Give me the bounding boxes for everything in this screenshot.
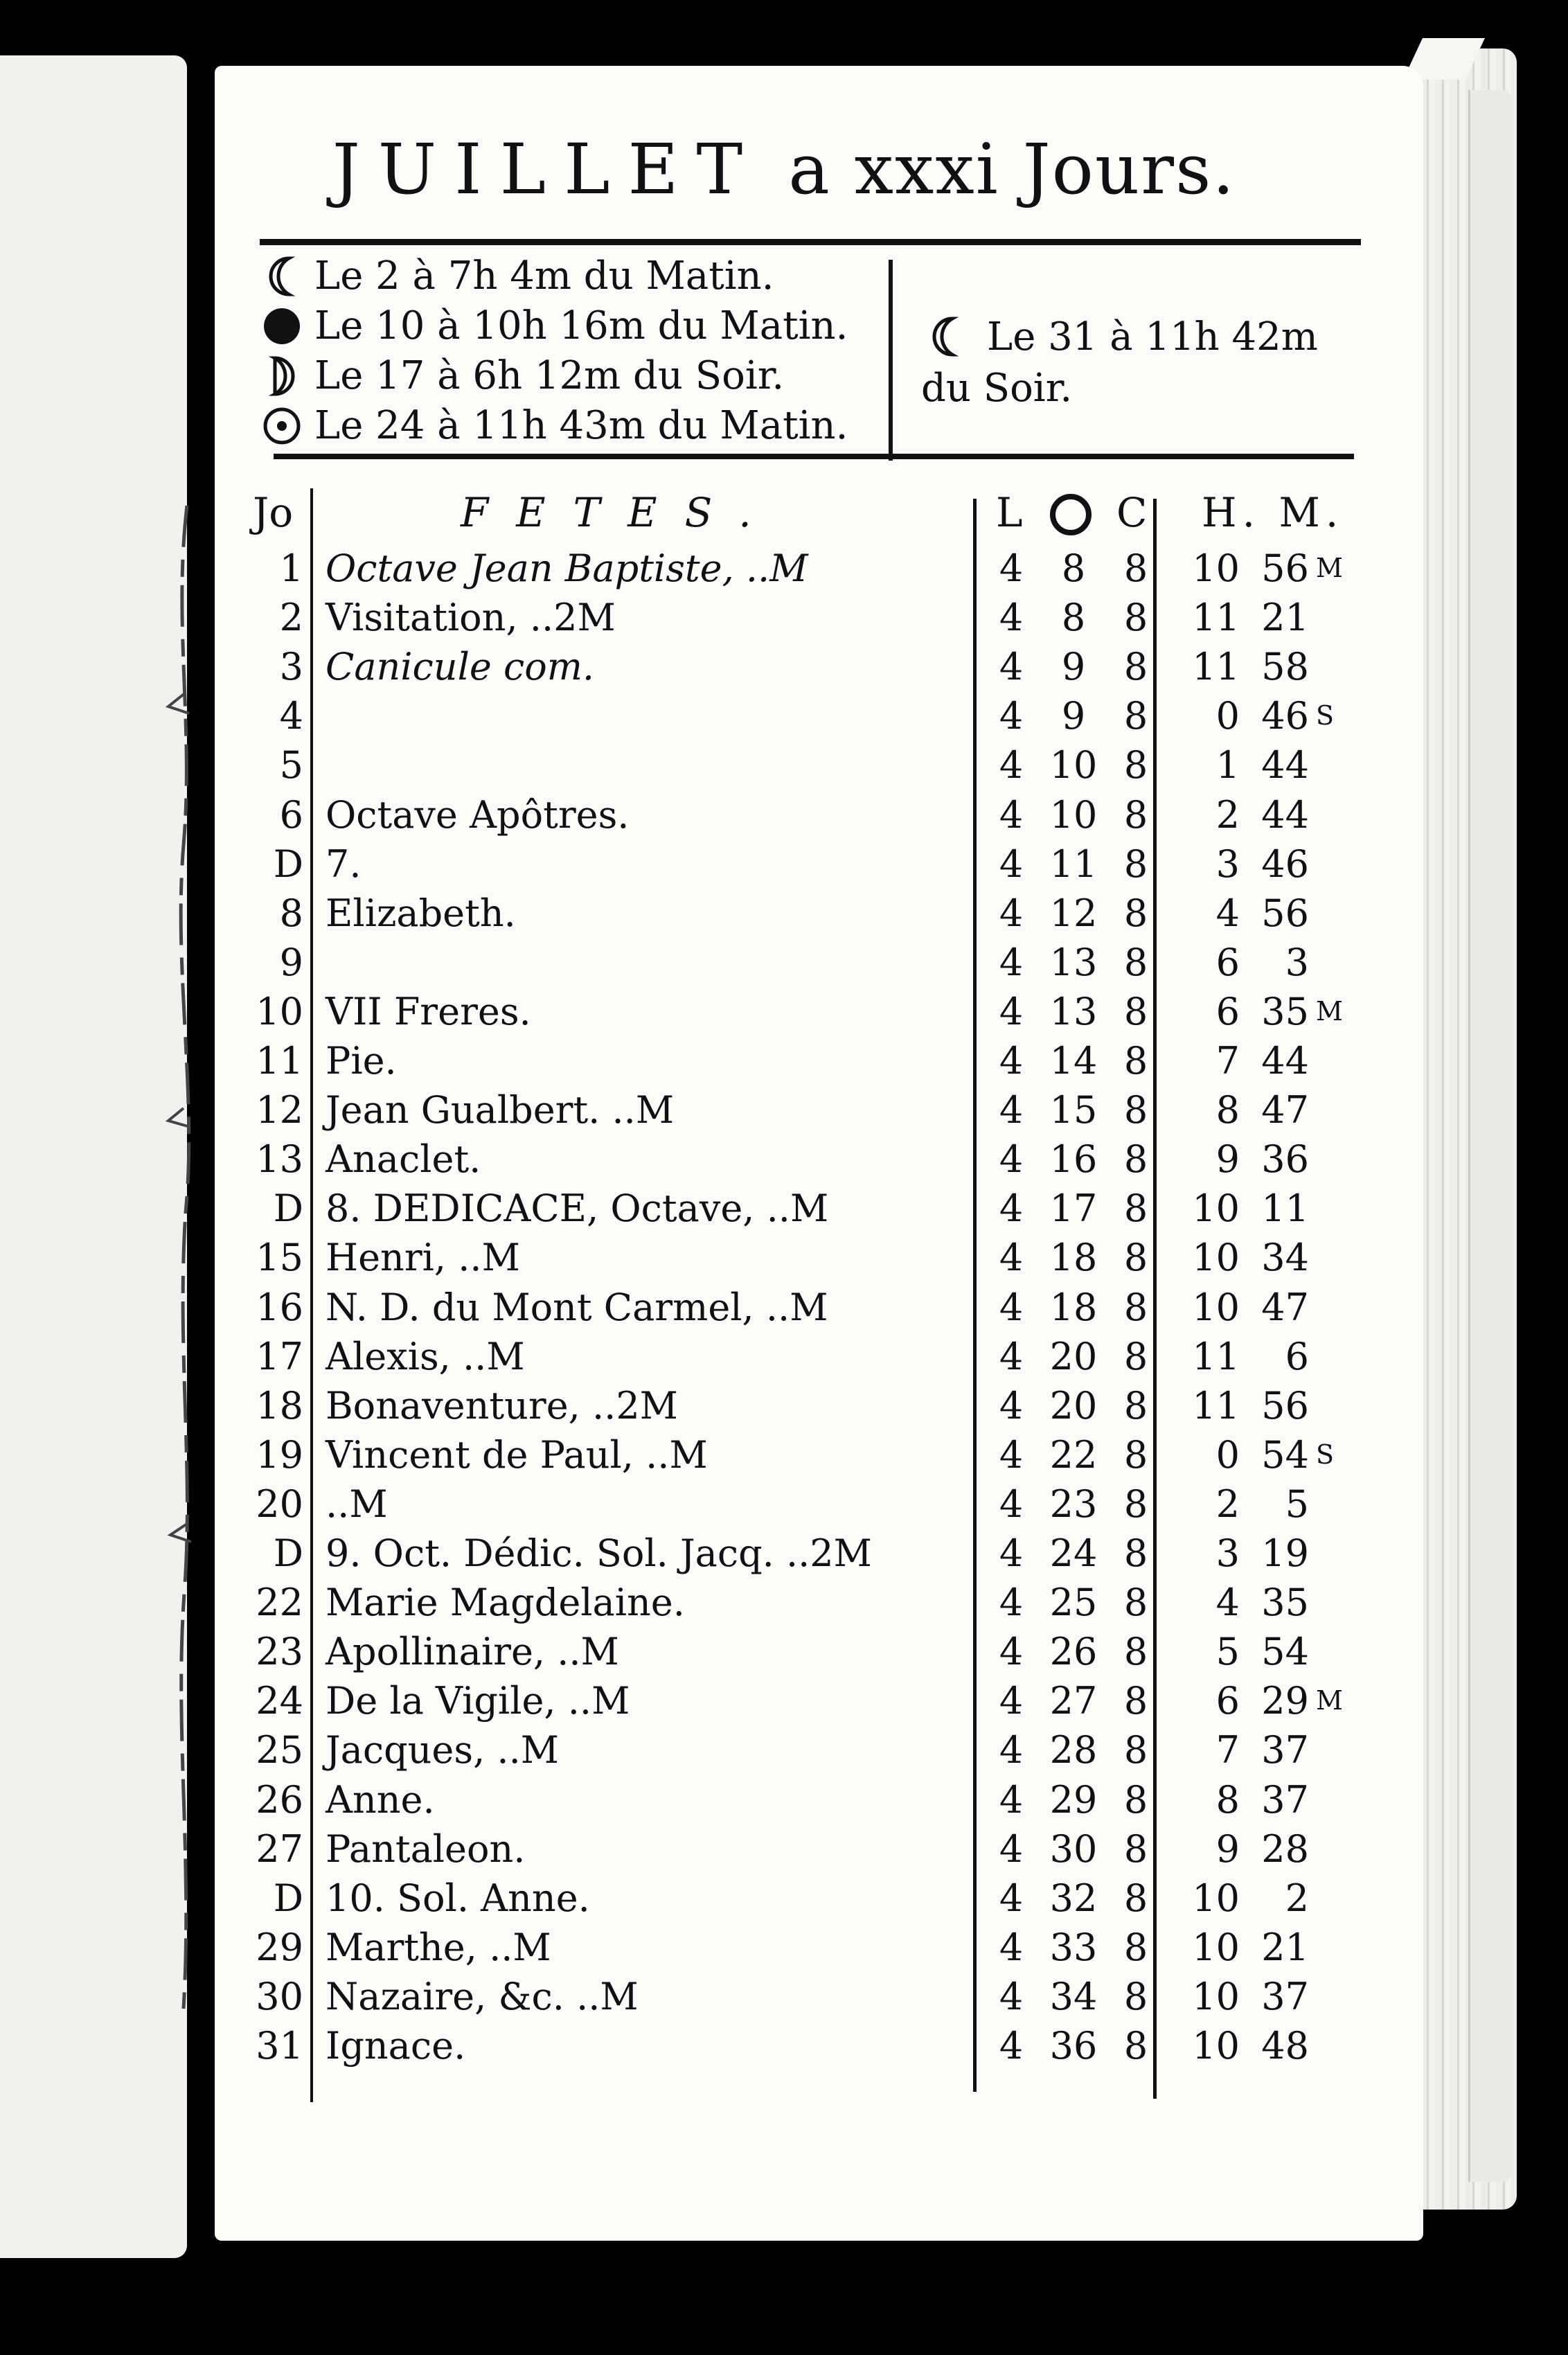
day-number: 4 (279, 694, 303, 738)
lunar-l: 4 (999, 743, 1024, 788)
feast-name: 9. Oct. Dédic. Sol. Jacq. ..2M (326, 1531, 872, 1575)
lunar-c: 8 (1123, 645, 1148, 689)
table-row (0, 740, 1568, 790)
lunar-c: 8 (1123, 842, 1148, 886)
sun-value: 18 (1049, 1236, 1098, 1280)
day-number: 11 (256, 1039, 303, 1083)
hour-value: 10 (1192, 1236, 1240, 1280)
table-row (0, 544, 1568, 593)
sun-value: 30 (1049, 1827, 1098, 1871)
period-marker: M (1316, 1685, 1343, 1716)
lunar-c: 8 (1123, 1039, 1148, 1083)
hour-value: 6 (1215, 1679, 1240, 1723)
hour-value: 7 (1215, 1039, 1240, 1083)
table-row (0, 593, 1568, 642)
lunar-c: 8 (1123, 694, 1148, 738)
sun-value: 15 (1049, 1088, 1098, 1132)
minute-value: 11 (1261, 1187, 1309, 1231)
table-row (0, 691, 1568, 740)
sun-value: 23 (1049, 1482, 1098, 1526)
period-marker: M (1316, 995, 1343, 1027)
sun-value: 8 (1061, 546, 1086, 590)
sun-value: 8 (1061, 596, 1086, 640)
day-number: 10 (256, 989, 303, 1033)
feast-name: Pie. (326, 1039, 397, 1083)
table-row (0, 839, 1568, 889)
sun-value: 34 (1049, 1974, 1098, 2018)
feast-name: Anne. (326, 1777, 435, 1822)
table-row (0, 790, 1568, 839)
day-number: 8 (279, 891, 303, 935)
hour-value: 10 (1192, 1876, 1240, 1920)
table-row (0, 1824, 1568, 1874)
sun-value: 26 (1049, 1630, 1098, 1674)
hour-value: 3 (1215, 1531, 1240, 1575)
sun-value: 27 (1049, 1679, 1098, 1723)
feast-name: Marthe, ..M (326, 1925, 551, 1969)
lunar-l: 4 (999, 940, 1024, 984)
minute-value: 58 (1261, 645, 1309, 689)
lunar-l: 4 (999, 1974, 1024, 2018)
lunar-l: 4 (999, 1728, 1024, 1772)
feast-name: N. D. du Mont Carmel, ..M (326, 1285, 828, 1329)
lunar-c: 8 (1123, 1777, 1148, 1822)
table-row (0, 1529, 1568, 1578)
hour-value: 8 (1215, 1777, 1240, 1822)
minute-value: 56 (1261, 1383, 1309, 1428)
day-number: 19 (256, 1432, 303, 1477)
lunar-l: 4 (999, 1827, 1024, 1871)
hour-value: 4 (1215, 1581, 1240, 1625)
minute-value: 47 (1261, 1088, 1309, 1132)
lunar-c: 8 (1123, 1285, 1148, 1329)
feast-name: Jean Gualbert. ..M (326, 1088, 675, 1132)
sun-value: 9 (1061, 645, 1086, 689)
hour-value: 10 (1192, 546, 1240, 590)
minute-value: 2 (1285, 1876, 1309, 1920)
minute-value: 37 (1261, 1974, 1309, 2018)
sun-value: 13 (1049, 989, 1098, 1033)
table-row (0, 2021, 1568, 2070)
table-row (0, 1381, 1568, 1430)
hour-value: 10 (1192, 2024, 1240, 2068)
minute-value: 56 (1261, 546, 1309, 590)
day-number: 13 (256, 1137, 303, 1182)
day-number: 30 (256, 1974, 303, 2018)
lunar-c: 8 (1123, 1432, 1148, 1477)
month-days: a xxxi Jours. (788, 129, 1236, 210)
minute-value: 35 (1261, 989, 1309, 1033)
page-title (0, 129, 1568, 210)
day-number: D (273, 1187, 303, 1231)
hour-value: 9 (1215, 1137, 1240, 1182)
table-row (0, 1085, 1568, 1135)
day-number: 29 (256, 1925, 303, 1969)
hour-value: 6 (1215, 940, 1240, 984)
minute-value: 44 (1261, 792, 1309, 837)
minute-value: 6 (1285, 1334, 1309, 1378)
lunar-c: 8 (1123, 1236, 1148, 1280)
table-row (0, 987, 1568, 1036)
table-row (0, 1332, 1568, 1381)
feast-name: Canicule com. (326, 645, 595, 689)
minute-value: 34 (1261, 1236, 1309, 1280)
minute-value: 37 (1261, 1728, 1309, 1772)
header-c: C (1116, 489, 1148, 536)
feast-name: Visitation, ..2M (326, 596, 616, 640)
sun-value: 9 (1061, 694, 1086, 738)
feast-name: Ignace. (326, 2024, 466, 2068)
day-number: 5 (279, 743, 303, 788)
day-number: 12 (256, 1088, 303, 1132)
day-number: 17 (256, 1334, 303, 1378)
feast-name: Jacques, ..M (326, 1728, 560, 1772)
lunar-c: 8 (1123, 1137, 1148, 1182)
minute-value: 47 (1261, 1285, 1309, 1329)
hour-value: 8 (1215, 1088, 1240, 1132)
hour-value: 5 (1215, 1630, 1240, 1674)
lunar-l: 4 (999, 1482, 1024, 1526)
day-number: 25 (256, 1728, 303, 1772)
sun-value: 29 (1049, 1777, 1098, 1822)
feast-name: 8. DEDICACE, Octave, ..M (326, 1187, 829, 1231)
minute-value: 54 (1261, 1432, 1309, 1477)
minute-value: 44 (1261, 743, 1309, 788)
feast-name: Henri, ..M (326, 1236, 520, 1280)
lunar-l: 4 (999, 694, 1024, 738)
hour-value: 1 (1215, 743, 1240, 788)
lunar-l: 4 (999, 1236, 1024, 1280)
feast-name: Apollinaire, ..M (326, 1630, 619, 1674)
lunar-l: 4 (999, 1630, 1024, 1674)
sun-value: 28 (1049, 1728, 1098, 1772)
hour-value: 11 (1192, 1334, 1240, 1378)
lunar-c: 8 (1123, 546, 1148, 590)
day-number: D (273, 1876, 303, 1920)
hour-value: 11 (1192, 645, 1240, 689)
lunar-c: 8 (1123, 1334, 1148, 1378)
minute-value: 21 (1261, 1925, 1309, 1969)
moon-phase-text-cont: du Soir. (921, 366, 1073, 411)
hour-value: 2 (1215, 792, 1240, 837)
lunar-l: 4 (999, 546, 1024, 590)
feast-name: ..M (326, 1482, 388, 1526)
full-moon-icon (258, 401, 306, 451)
sun-value: 33 (1049, 1925, 1098, 1969)
table-row (0, 1479, 1568, 1529)
last-quarter-moon-icon (921, 312, 970, 362)
phases-divider (889, 260, 893, 461)
lunar-l: 4 (999, 1285, 1024, 1329)
table-row (0, 1430, 1568, 1479)
lunar-c: 8 (1123, 891, 1148, 935)
feast-name: Vincent de Paul, ..M (326, 1432, 708, 1477)
lunar-c: 8 (1123, 792, 1148, 837)
minute-value: 3 (1285, 940, 1309, 984)
lunar-l: 4 (999, 2024, 1024, 2068)
minute-value: 35 (1261, 1581, 1309, 1625)
day-number: 27 (256, 1827, 303, 1871)
lunar-l: 4 (999, 891, 1024, 935)
sun-value: 24 (1049, 1531, 1098, 1575)
lunar-l: 4 (999, 1187, 1024, 1231)
lunar-c: 8 (1123, 1679, 1148, 1723)
minute-value: 37 (1261, 1777, 1309, 1822)
moon-phase-text: Le 17 à 6h 12m du Soir. (314, 353, 785, 398)
hour-value: 10 (1192, 1187, 1240, 1231)
day-number: 18 (256, 1383, 303, 1428)
table-row (0, 1923, 1568, 1972)
sun-value: 17 (1049, 1187, 1098, 1231)
lunar-l: 4 (999, 596, 1024, 640)
table-row (0, 1036, 1568, 1085)
day-number: 1 (279, 546, 303, 590)
handwritten-margin-note (145, 485, 229, 2078)
lunar-l: 4 (999, 1334, 1024, 1378)
table-row (0, 889, 1568, 938)
minute-value: 54 (1261, 1630, 1309, 1674)
minute-value: 36 (1261, 1137, 1309, 1182)
hour-value: 11 (1192, 596, 1240, 640)
minute-value: 46 (1261, 694, 1309, 738)
feast-name: Nazaire, &c. ..M (326, 1974, 639, 2018)
first-quarter-moon-icon (258, 351, 306, 401)
moon-phase-text: Le 2 à 7h 4m du Matin. (314, 254, 774, 299)
lunar-c: 8 (1123, 1630, 1148, 1674)
lunar-l: 4 (999, 1039, 1024, 1083)
lunar-l: 4 (999, 1876, 1024, 1920)
sun-value: 18 (1049, 1285, 1098, 1329)
lunar-l: 4 (999, 1383, 1024, 1428)
lunar-l: 4 (999, 1531, 1024, 1575)
day-number: 2 (279, 596, 303, 640)
moon-phase-text: Le 31 à 11h 42m (987, 314, 1318, 359)
hour-value: 6 (1215, 989, 1240, 1033)
minute-value: 21 (1261, 596, 1309, 640)
minute-value: 28 (1261, 1827, 1309, 1871)
sun-value: 36 (1049, 2024, 1098, 2068)
lunar-c: 8 (1123, 940, 1148, 984)
lunar-l: 4 (999, 1581, 1024, 1625)
lunar-c: 8 (1123, 1482, 1148, 1526)
sun-value: 32 (1049, 1876, 1098, 1920)
day-number: 16 (256, 1285, 303, 1329)
feast-name: 10. Sol. Anne. (326, 1876, 590, 1920)
lunar-c: 8 (1123, 1088, 1148, 1132)
feast-name: Marie Magdelaine. (326, 1581, 685, 1625)
hour-value: 3 (1215, 842, 1240, 886)
day-number: 22 (256, 1581, 303, 1625)
minute-value: 56 (1261, 891, 1309, 935)
table-row (0, 938, 1568, 987)
header-sun-icon (1049, 493, 1092, 550)
sun-value: 13 (1049, 940, 1098, 984)
sun-value: 20 (1049, 1334, 1098, 1378)
sun-value: 16 (1049, 1137, 1098, 1182)
lunar-c: 8 (1123, 1187, 1148, 1231)
lunar-c: 8 (1123, 1383, 1148, 1428)
lunar-c: 8 (1123, 1925, 1148, 1969)
lunar-c: 8 (1123, 1876, 1148, 1920)
feast-name: Octave Jean Baptiste, ..M (326, 546, 808, 590)
feast-name: Alexis, ..M (326, 1334, 525, 1378)
table-row (0, 1725, 1568, 1775)
feast-name: 7. (326, 842, 362, 886)
table-row (0, 1775, 1568, 1824)
feast-name: Anaclet. (326, 1137, 481, 1182)
period-marker: M (1316, 553, 1343, 583)
minute-value: 48 (1261, 2024, 1309, 2068)
table-row (0, 1676, 1568, 1725)
day-number: 3 (279, 645, 303, 689)
table-row (0, 1874, 1568, 1923)
header-day: Jo (253, 489, 294, 536)
lunar-c: 8 (1123, 1974, 1148, 2018)
day-number: D (273, 842, 303, 886)
lunar-l: 4 (999, 1432, 1024, 1477)
day-number: D (273, 1531, 303, 1575)
day-number: 26 (256, 1777, 303, 1822)
day-number: 24 (256, 1679, 303, 1723)
lunar-l: 4 (999, 792, 1024, 837)
period-marker: S (1316, 700, 1335, 731)
sun-value: 10 (1049, 792, 1098, 837)
month-name: JUILLET (332, 129, 761, 210)
table-row (0, 1135, 1568, 1184)
header-l: L (996, 489, 1023, 536)
feast-name: Elizabeth. (326, 891, 516, 935)
lunar-c: 8 (1123, 989, 1148, 1033)
header-hm: H. M. (1202, 489, 1344, 536)
period-marker: S (1316, 1439, 1335, 1470)
feast-name: De la Vigile, ..M (326, 1679, 630, 1723)
sun-value: 10 (1049, 743, 1098, 788)
lunar-l: 4 (999, 1137, 1024, 1182)
day-number: 31 (256, 2024, 303, 2068)
new-moon-icon (258, 301, 306, 351)
table-row (0, 1627, 1568, 1676)
lunar-l: 4 (999, 1679, 1024, 1723)
lunar-c: 8 (1123, 1581, 1148, 1625)
day-number: 20 (256, 1482, 303, 1526)
table-row (0, 1233, 1568, 1282)
moon-phase-text: Le 10 à 10h 16m du Matin. (314, 303, 848, 348)
sun-value: 25 (1049, 1581, 1098, 1625)
last-quarter-moon-icon (258, 251, 306, 301)
hour-value: 10 (1192, 1974, 1240, 2018)
hour-value: 2 (1215, 1482, 1240, 1526)
feast-name: Octave Apôtres. (326, 792, 630, 837)
table-row (0, 1283, 1568, 1332)
feast-name: Bonaventure, ..2M (326, 1383, 678, 1428)
hour-value: 11 (1192, 1383, 1240, 1428)
minute-value: 46 (1261, 842, 1309, 886)
hour-value: 10 (1192, 1285, 1240, 1329)
lunar-c: 8 (1123, 1728, 1148, 1772)
title-rule (260, 239, 1361, 245)
lunar-l: 4 (999, 989, 1024, 1033)
moon-phase-text: Le 24 à 11h 43m du Matin. (314, 403, 848, 448)
hour-value: 0 (1215, 694, 1240, 738)
lunar-l: 4 (999, 1925, 1024, 1969)
minute-value: 5 (1285, 1482, 1309, 1526)
hour-value: 4 (1215, 891, 1240, 935)
lunar-c: 8 (1123, 743, 1148, 788)
lunar-c: 8 (1123, 2024, 1148, 2068)
table-row (0, 1578, 1568, 1627)
sun-value: 22 (1049, 1432, 1098, 1477)
hour-value: 7 (1215, 1728, 1240, 1772)
feast-name: Pantaleon. (326, 1827, 526, 1871)
minute-value: 19 (1261, 1531, 1309, 1575)
table-row (0, 1184, 1568, 1233)
lunar-c: 8 (1123, 1531, 1148, 1575)
lunar-l: 4 (999, 1777, 1024, 1822)
sun-value: 12 (1049, 891, 1098, 935)
day-number: 15 (256, 1236, 303, 1280)
minute-value: 44 (1261, 1039, 1309, 1083)
hour-value: 9 (1215, 1827, 1240, 1871)
sun-value: 14 (1049, 1039, 1098, 1083)
lunar-l: 4 (999, 842, 1024, 886)
sun-value: 20 (1049, 1383, 1098, 1428)
hour-value: 0 (1215, 1432, 1240, 1477)
feast-name: VII Freres. (326, 989, 531, 1033)
lunar-l: 4 (999, 1088, 1024, 1132)
lunar-c: 8 (1123, 596, 1148, 640)
day-number: 9 (279, 940, 303, 984)
lunar-l: 4 (999, 645, 1024, 689)
hour-value: 10 (1192, 1925, 1240, 1969)
table-row (0, 1972, 1568, 2021)
lunar-c: 8 (1123, 1827, 1148, 1871)
header-fetes: FETES. (461, 489, 779, 536)
day-number: 6 (279, 792, 303, 837)
day-number: 23 (256, 1630, 303, 1674)
minute-value: 29 (1261, 1679, 1309, 1723)
table-row (0, 642, 1568, 691)
sun-value: 11 (1049, 842, 1098, 886)
